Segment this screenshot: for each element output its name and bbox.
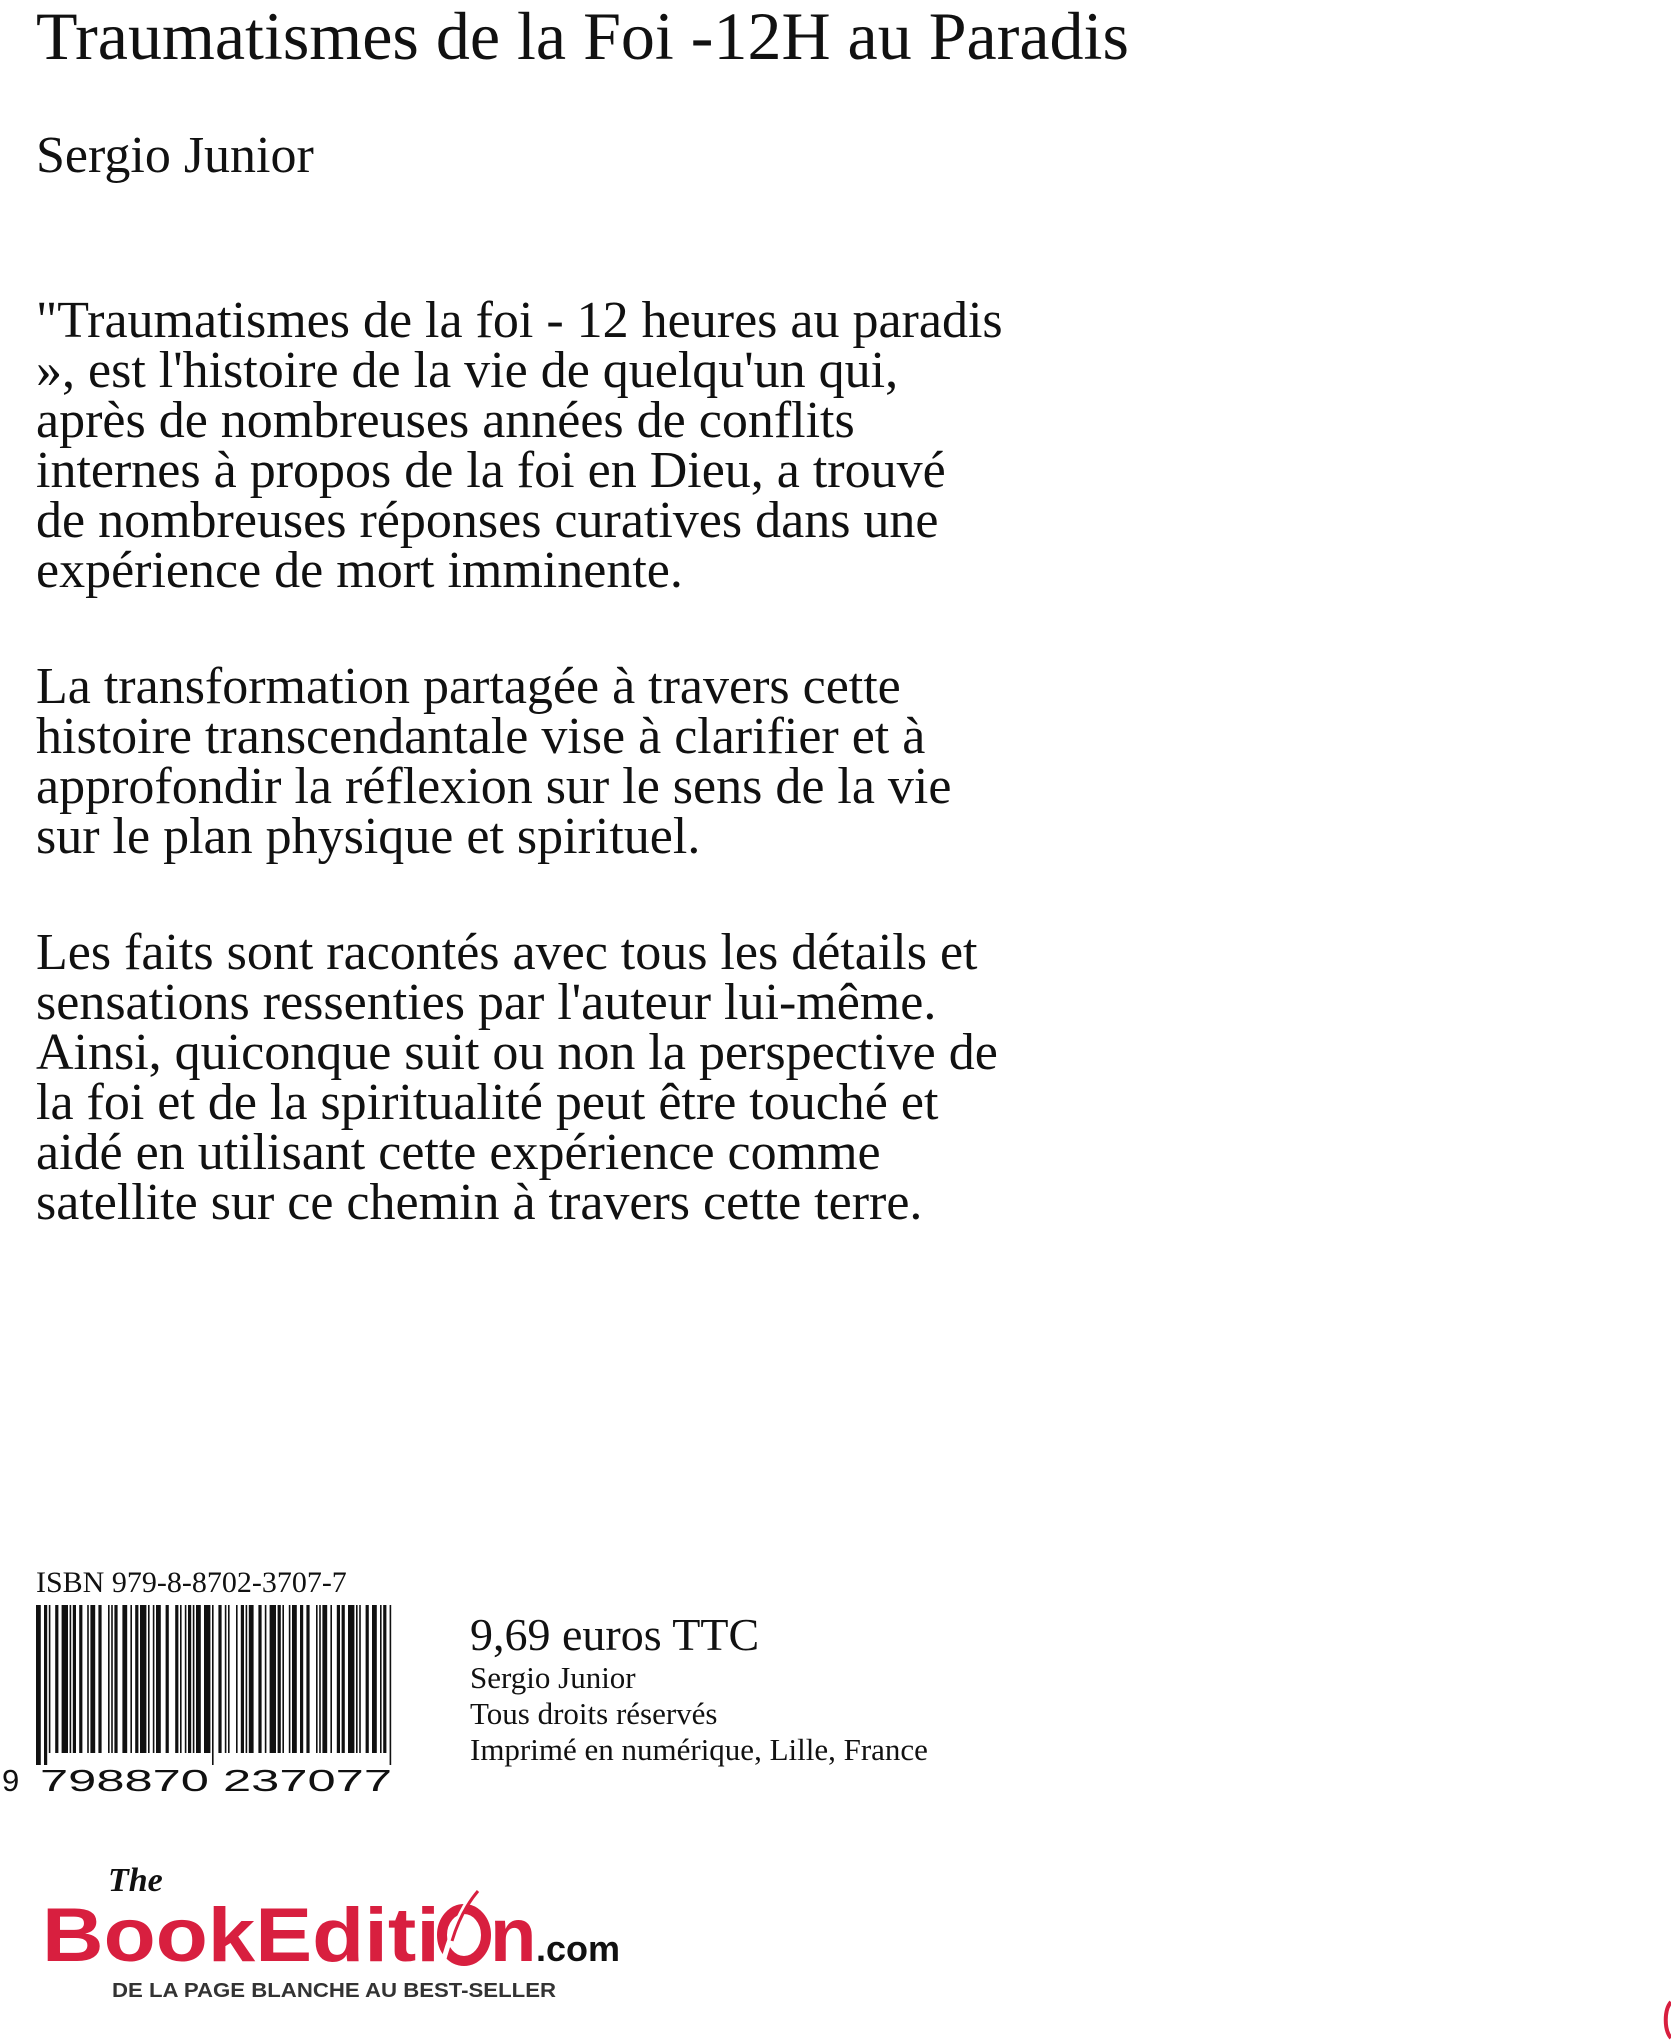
blurb-line: expérience de mort imminente. <box>36 542 683 599</box>
barcode-bar <box>380 1605 382 1753</box>
barcode-bar <box>148 1605 150 1753</box>
barcode-bar <box>246 1605 248 1753</box>
barcode <box>0 1605 410 1795</box>
barcode-digits: 798870 237077 <box>40 1763 392 1795</box>
barcode-bar <box>300 1605 303 1753</box>
rights-notice: Tous droits réservés <box>470 1696 718 1731</box>
blurb-line: Ainsi, quiconque suit ou non la perspective de <box>36 1024 998 1081</box>
barcode-bar <box>225 1605 227 1753</box>
barcode-bar <box>249 1605 254 1753</box>
barcode-bar <box>79 1605 82 1753</box>
barcode-bar <box>140 1605 146 1753</box>
barcode-bar <box>212 1605 214 1765</box>
logo-the: The <box>108 1862 163 1899</box>
blurb-line: La transformation partagée à travers cette <box>36 658 901 715</box>
barcode-bar <box>98 1605 101 1753</box>
barcode-bar <box>218 1605 221 1753</box>
blurb-line: sensations ressenties par l'auteur lui-même. <box>36 974 937 1031</box>
blurb-paragraph-1 <box>36 292 1286 599</box>
blurb-line: approfondir la réflexion sur le sens de la vie <box>36 758 952 815</box>
colophon <box>470 1610 928 1768</box>
barcode-bar <box>241 1605 244 1753</box>
barcode-bar <box>153 1605 155 1753</box>
barcode-bar <box>330 1605 332 1753</box>
barcode-bar <box>306 1605 309 1753</box>
barcode-bar <box>292 1605 297 1753</box>
edge-crop-mark <box>1662 2000 1671 2040</box>
logo-brand-n: n <box>490 1893 537 1978</box>
quill-o-icon <box>440 1891 486 1975</box>
barcode-bar <box>390 1605 392 1765</box>
price: 9,69 euros TTC <box>470 1609 760 1660</box>
author-name: Sergio Junior <box>36 127 314 184</box>
colophon-author: Sergio Junior <box>470 1660 636 1695</box>
barcode-bar <box>156 1605 161 1753</box>
barcode-bars <box>36 1605 391 1765</box>
barcode-bar <box>90 1605 95 1753</box>
barcode-bar <box>196 1605 201 1753</box>
blurb-line: Les faits sont racontés avec tous les détails et <box>36 924 978 981</box>
barcode-bar <box>366 1605 369 1753</box>
blurb-line: aidé en utilisant cette expérience comme <box>36 1124 881 1181</box>
barcode-bar <box>316 1605 318 1753</box>
barcode-bar <box>258 1605 261 1753</box>
back-cover-blurb <box>36 292 1286 1294</box>
barcode-bar <box>289 1605 291 1753</box>
barcode-bar <box>175 1605 178 1753</box>
blurb-line: histoire transcendantale vise à clarifier et à <box>36 708 926 765</box>
barcode-bar <box>236 1605 238 1753</box>
blurb-paragraph-2 <box>36 658 1286 865</box>
barcode-bar <box>111 1605 113 1753</box>
barcode-bar <box>282 1605 284 1753</box>
barcode-bar <box>348 1605 354 1753</box>
printing-notice: Imprimé en numérique, Lille, France <box>470 1732 928 1767</box>
barcode-bar <box>130 1605 132 1753</box>
isbn-label: ISBN 979-8-8702-3707-7 <box>36 1566 347 1599</box>
barcode-bar <box>166 1605 169 1753</box>
barcode-bar <box>319 1605 321 1753</box>
blurb-paragraph-3 <box>36 924 1286 1231</box>
logo-domain: .com <box>536 1928 621 1969</box>
barcode-bar <box>70 1605 72 1753</box>
barcode-bar <box>372 1605 377 1753</box>
blurb-line: la foi et de la spiritualité peut être touché et <box>36 1074 939 1131</box>
barcode-bar <box>204 1605 210 1753</box>
barcode-bar <box>188 1605 191 1753</box>
barcode-bar <box>114 1605 117 1753</box>
barcode-bar <box>49 1605 51 1753</box>
barcode-bar <box>108 1605 110 1753</box>
barcode-bar <box>180 1605 182 1753</box>
barcode-bar <box>322 1605 327 1753</box>
barcode-bar <box>278 1605 281 1753</box>
barcode-bar <box>185 1605 187 1753</box>
barcode-bar <box>356 1605 358 1753</box>
blurb-line: internes à propos de la foi en Dieu, a trouvé <box>36 442 946 499</box>
barcode-bar <box>383 1605 386 1753</box>
barcode-bar <box>55 1605 58 1753</box>
barcode-bar <box>135 1605 138 1753</box>
barcode-bar <box>44 1605 47 1765</box>
barcode-bar <box>359 1605 361 1753</box>
blurb-line: », est l'histoire de la vie de quelqu'un qui, <box>36 342 899 399</box>
blurb-line: de nombreuses réponses curatives dans une <box>36 492 939 549</box>
barcode-bar <box>73 1605 76 1753</box>
blurb-line: après de nombreuses années de conflits <box>36 392 855 449</box>
barcode-bar <box>62 1605 68 1753</box>
barcode-bar <box>122 1605 127 1753</box>
barcode-bar <box>36 1605 41 1765</box>
barcode-bar <box>337 1605 340 1753</box>
barcode-bar <box>342 1605 345 1753</box>
blurb-line: sur le plan physique et spirituel. <box>36 808 701 865</box>
barcode-lead-digit: 9 <box>2 1763 20 1795</box>
book-title: Traumatismes de la Foi -12H au Paradis <box>36 0 1129 74</box>
logo-brand-main: BookEditi <box>42 1893 440 1978</box>
barcode-bar <box>87 1605 89 1753</box>
barcode-bar <box>193 1605 195 1753</box>
blurb-line: satellite sur ce chemin à travers cette terre. <box>36 1174 923 1231</box>
logo-tagline: DE LA PAGE BLANCHE AU BEST-SELLER <box>112 1980 557 2002</box>
barcode-bar <box>265 1605 267 1753</box>
blurb-line: "Traumatismes de la foi - 12 heures au paradis <box>36 292 1003 349</box>
barcode-bar <box>270 1605 276 1753</box>
thebookedition-logo <box>40 1855 640 2005</box>
barcode-bar <box>228 1605 230 1753</box>
